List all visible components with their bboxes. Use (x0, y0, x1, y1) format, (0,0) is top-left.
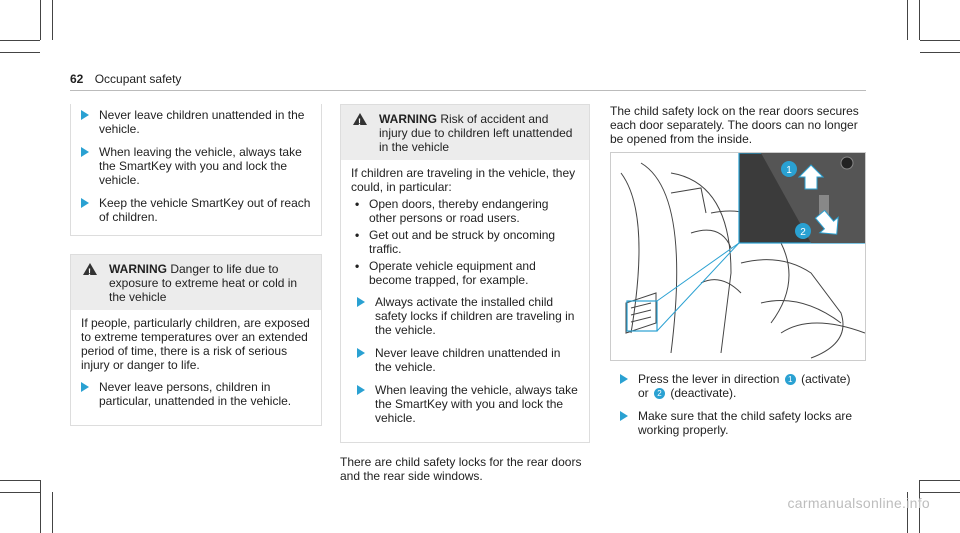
step-arrow-icon (620, 374, 628, 384)
warning-text: If people, particularly children, are exposed to extreme temperatures over an extended period of time, there is a risk of serious injury or danger to life. (81, 316, 310, 372)
header-rule (70, 90, 866, 91)
direction-2-badge: 2 (654, 388, 665, 399)
crop-mark (52, 492, 53, 533)
top-steps-box (70, 104, 322, 236)
column-3 (610, 104, 864, 154)
warning-label: WARNING (379, 112, 437, 126)
step-item: Never leave children unattended in the vehicle. (71, 108, 321, 136)
step-arrow-icon (620, 411, 628, 421)
crop-mark (40, 480, 41, 533)
crop-mark (920, 480, 960, 481)
warning-header (71, 255, 321, 310)
warning-intro: If children are traveling in the vehicle, they could, in particular: (351, 166, 576, 194)
step-item: When leaving the vehicle, always take the SmartKey with you and lock the vehicle. (71, 145, 321, 187)
step-arrow-icon (357, 385, 365, 395)
warning-body (71, 310, 321, 425)
crop-mark (920, 52, 960, 53)
crop-mark (52, 0, 53, 40)
page-header (70, 72, 181, 86)
warning-label: WARNING (109, 262, 167, 276)
step-item: Keep the vehicle SmartKey out of reach of children. (71, 196, 321, 224)
crop-mark (907, 0, 908, 40)
warning-body (341, 160, 589, 442)
step-item: When leaving the vehicle, always take the SmartKey with you and lock the vehicle. (351, 383, 579, 425)
callout-1: 1 (786, 165, 792, 176)
car-door-drawing (611, 153, 865, 360)
crop-mark (0, 492, 40, 493)
warning-box-accident (340, 104, 590, 443)
step-arrow-icon (81, 110, 89, 120)
crop-mark (40, 0, 41, 40)
watermark: carmanualsonline.info (787, 495, 930, 511)
crop-mark (919, 0, 920, 40)
warning-box-heat (70, 254, 322, 426)
step-item: Always activate the installed child safety locks if children are traveling in the vehicle. (351, 295, 579, 337)
column-3-steps (610, 372, 864, 446)
bullet-item: • Open doors, thereby endangering other persons or road users. (351, 197, 579, 225)
step-arrow-icon (357, 297, 365, 307)
step-arrow-icon (81, 382, 89, 392)
callout-2: 2 (800, 227, 806, 238)
step-arrow-icon (357, 348, 365, 358)
warning-triangle-icon (353, 113, 367, 125)
crop-mark (920, 40, 960, 41)
page-number: 62 (70, 72, 84, 86)
step-item: Never leave children unattended in the vehicle. (351, 346, 579, 374)
step-arrow-icon (81, 147, 89, 157)
crop-mark (0, 52, 40, 53)
child-lock-intro: The child safety lock on the rear doors secures each door separately. The doors can no longer be opened from the inside. (610, 104, 859, 146)
crop-mark (0, 480, 40, 481)
step-arrow-icon (81, 198, 89, 208)
bullet-item: • Get out and be struck by oncoming traffic. (351, 228, 579, 256)
crop-mark (0, 40, 40, 41)
door-lock-illustration (610, 152, 866, 361)
column-1 (70, 104, 322, 426)
column-2 (340, 104, 590, 491)
direction-1-badge: 1 (785, 374, 796, 385)
bullet-item: • Operate vehicle equipment and become trapped, for example. (351, 259, 579, 287)
step-item: Press the lever in direction 1 (activate) or 2 (deactivate). (610, 372, 864, 400)
warning-bullet-list (351, 197, 579, 287)
warning-title: Danger to life due to exposure to extreme heat or cold in the vehicle (109, 262, 298, 304)
step-item: Never leave persons, children in particular, unattended in the vehicle. (81, 380, 311, 408)
warning-triangle-icon (83, 263, 97, 275)
crop-mark (920, 492, 960, 493)
warning-header (341, 105, 589, 160)
child-lock-text: There are child safety locks for the rear doors and the rear side windows. (340, 455, 582, 483)
step-item: Make sure that the child safety locks are working properly. (610, 409, 864, 437)
warning-title: Risk of accident and injury due to children left unattended in the vehicle (379, 112, 573, 154)
section-title: Occupant safety (94, 72, 182, 86)
